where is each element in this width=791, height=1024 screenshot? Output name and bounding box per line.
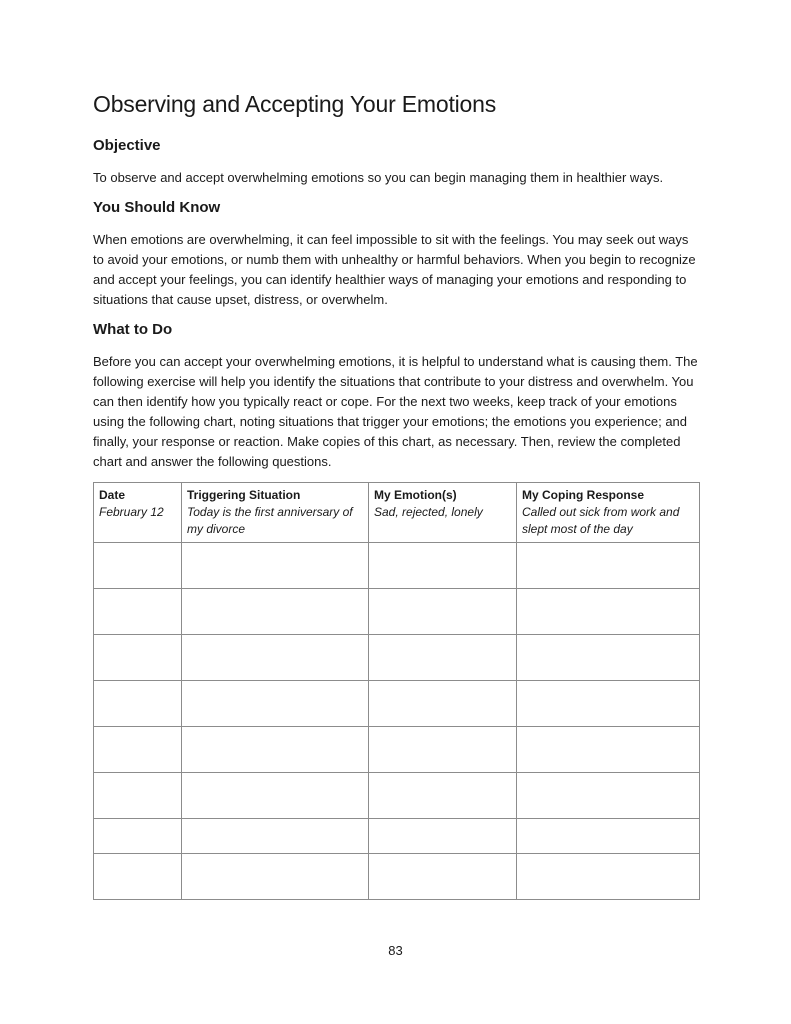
section-heading-you-should-know: You Should Know: [93, 199, 221, 216]
section-body-what-to-do: Before you can accept your overwhelming emotions, it is helpful to understand what is causing them. The following exercise will help you identify the situations that contribute to your distress and overwhelm. You can then identify how you typically react or cope. For the next two weeks, keep track of your emotions using the following chart, noting situations that trigger your emotions; the emotions you experience; and finally, your response or reaction. Make copies of this chart, as necessary. Then, review the completed chart and answer the following questions.: [93, 354, 698, 469]
blank-cell-emotions[interactable]: [369, 854, 517, 900]
blank-cell-coping-response[interactable]: [517, 854, 700, 900]
blank-cell-date[interactable]: [94, 681, 182, 727]
section-heading-objective: Objective: [93, 137, 161, 154]
example-emotions: Sad, rejected, lonely: [374, 505, 483, 519]
table-row: [94, 635, 700, 681]
blank-cell-emotions[interactable]: [369, 635, 517, 681]
blank-cell-emotions[interactable]: [369, 681, 517, 727]
blank-cell-coping-response[interactable]: [517, 635, 700, 681]
blank-cell-triggering-situation[interactable]: [182, 773, 369, 819]
header-cell-date: [94, 483, 182, 543]
table-row: [94, 543, 700, 589]
blank-cell-date[interactable]: [94, 589, 182, 635]
blank-cell-coping-response[interactable]: [517, 819, 700, 854]
table-row: [94, 681, 700, 727]
column-header-emotions: My Emotion(s): [374, 488, 457, 502]
blank-cell-coping-response[interactable]: [517, 681, 700, 727]
blank-cell-date[interactable]: [94, 854, 182, 900]
blank-cell-triggering-situation[interactable]: [182, 819, 369, 854]
blank-cell-triggering-situation[interactable]: [182, 727, 369, 773]
blank-cell-coping-response[interactable]: [517, 589, 700, 635]
blank-cell-date[interactable]: [94, 543, 182, 589]
column-header-coping-response: My Coping Response: [522, 488, 645, 502]
page-number: 83: [388, 943, 403, 958]
example-date: February 12: [99, 505, 164, 519]
blank-cell-triggering-situation[interactable]: [182, 635, 369, 681]
table-row: [94, 727, 700, 773]
blank-cell-date[interactable]: [94, 635, 182, 681]
blank-cell-date[interactable]: [94, 819, 182, 854]
blank-cell-coping-response[interactable]: [517, 773, 700, 819]
blank-cell-emotions[interactable]: [369, 589, 517, 635]
blank-cell-coping-response[interactable]: [517, 727, 700, 773]
table-row: [94, 773, 700, 819]
table-row: [94, 854, 700, 900]
table-header-row: [94, 483, 700, 543]
blank-cell-emotions[interactable]: [369, 727, 517, 773]
section-body-you-should-know: When emotions are overwhelming, it can feel impossible to sit with the feelings. You may seek out ways to avoid your emotions, or numb them with unhealthy or harmful behaviors. When you begin to recognize and accept your feelings, you can identify healthier ways of managing your emotions and responding to situations that cause upset, distress, or overwhelm.: [93, 232, 696, 307]
column-header-triggering-situation: Triggering Situation: [187, 488, 301, 502]
header-cell-emotions: [369, 483, 517, 543]
table-row: [94, 819, 700, 854]
blank-cell-emotions[interactable]: [369, 819, 517, 854]
blank-cell-date[interactable]: [94, 727, 182, 773]
blank-cell-triggering-situation[interactable]: [182, 589, 369, 635]
example-coping-response: Called out sick from work and slept most of the day: [522, 505, 680, 536]
table-row: [94, 589, 700, 635]
blank-cell-date[interactable]: [94, 773, 182, 819]
example-triggering-situation: Today is the first anniversary of my divorce: [187, 505, 353, 536]
blank-cell-emotions[interactable]: [369, 773, 517, 819]
blank-cell-coping-response[interactable]: [517, 543, 700, 589]
header-cell-triggering-situation: [182, 483, 369, 543]
blank-cell-triggering-situation[interactable]: [182, 854, 369, 900]
header-cell-coping-response: [517, 483, 700, 543]
blank-cell-emotions[interactable]: [369, 543, 517, 589]
column-header-date: Date: [99, 488, 126, 502]
blank-cell-triggering-situation[interactable]: [182, 543, 369, 589]
worksheet-page: [93, 88, 699, 900]
blank-cell-triggering-situation[interactable]: [182, 681, 369, 727]
section-body-objective: To observe and accept overwhelming emotions so you can begin managing them in healthier ways.: [93, 170, 664, 185]
section-heading-what-to-do: What to Do: [93, 321, 173, 338]
emotion-tracking-chart: [93, 482, 700, 900]
page-title: Observing and Accepting Your Emotions: [93, 91, 497, 117]
